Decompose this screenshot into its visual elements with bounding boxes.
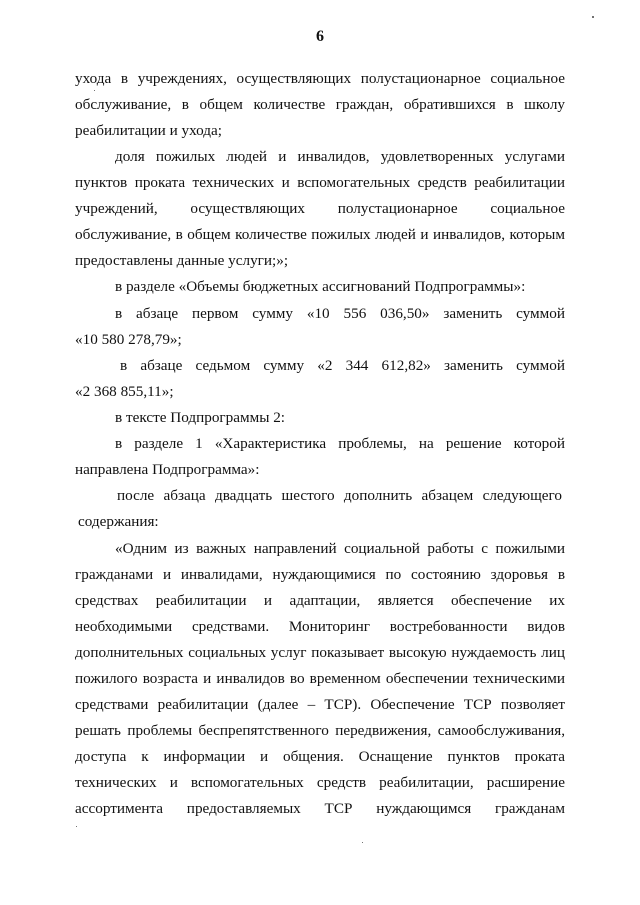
text-line: доступа к информации и общения. Оснащение пунктов проката	[75, 748, 565, 765]
text-line: решать проблемы беспрепятственного передвижения, самообслуживания,	[75, 722, 565, 739]
text-line: пожилого возраста и инвалидов во временном обеспечении техническими	[75, 670, 565, 687]
text-line: в абзаце первом сумму «10 556 036,50» заменить суммой	[115, 305, 565, 322]
page-number: 6	[316, 28, 324, 45]
text-line: «Одним из важных направлений социальной работы с пожилыми	[115, 540, 565, 557]
text-line: в абзаце седьмом сумму «2 344 612,82» заменить суммой	[120, 357, 565, 374]
text-line: содержания:	[78, 513, 159, 530]
text-line: дополнительных социальных услуг показывает высокую нуждаемость лиц	[75, 644, 565, 661]
text-line: средствах реабилитации и адаптации, является обеспечение их	[75, 592, 565, 609]
text-line: технических и вспомогательных средств реабилитации, расширение	[75, 774, 565, 791]
text-line: в разделе 1 «Характеристика проблемы, на решение которой	[115, 435, 565, 452]
text-line: «10 580 278,79»;	[75, 331, 182, 348]
text-line: гражданами и инвалидами, нуждающимися по состоянию здоровья в	[75, 566, 565, 583]
text-line: в разделе «Объемы бюджетных ассигнований Подпрограммы»:	[115, 278, 526, 295]
text-line: ассортимента предоставляемых ТСР нуждающимся гражданам	[75, 800, 565, 817]
text-line: необходимыми средствами. Мониторинг востребованности видов	[75, 618, 565, 635]
text-line: направлена Подпрограмма»:	[75, 461, 260, 478]
text-line: учреждений, осуществляющих полустационарное социальное	[75, 200, 565, 217]
text-line: «2 368 855,11»;	[75, 383, 174, 400]
scan-speck	[592, 16, 594, 18]
text-line: ухода в учреждениях, осуществляющих полустационарное социальное	[75, 70, 565, 87]
text-line: предоставлены данные услуги;»;	[75, 252, 289, 269]
text-line: реабилитации и ухода;	[75, 122, 222, 139]
scan-speck	[94, 90, 95, 91]
text-line: в тексте Подпрограммы 2:	[115, 409, 286, 426]
scan-speck	[76, 826, 77, 827]
text-line: обслуживание, в общем количестве пожилых людей и инвалидов, которым	[75, 226, 565, 243]
text-line: доля пожилых людей и инвалидов, удовлетворенных услугами	[115, 148, 565, 165]
scan-speck	[362, 842, 363, 843]
text-line: пунктов проката технических и вспомогательных средств реабилитации	[75, 174, 565, 191]
text-line: средствами реабилитации (далее – ТСР). Обеспечение ТСР позволяет	[75, 696, 565, 713]
text-line: обслуживание, в общем количестве граждан, обратившихся в школу	[75, 96, 565, 113]
text-line: после абзаца двадцать шестого дополнить абзацем следующего	[117, 487, 562, 504]
